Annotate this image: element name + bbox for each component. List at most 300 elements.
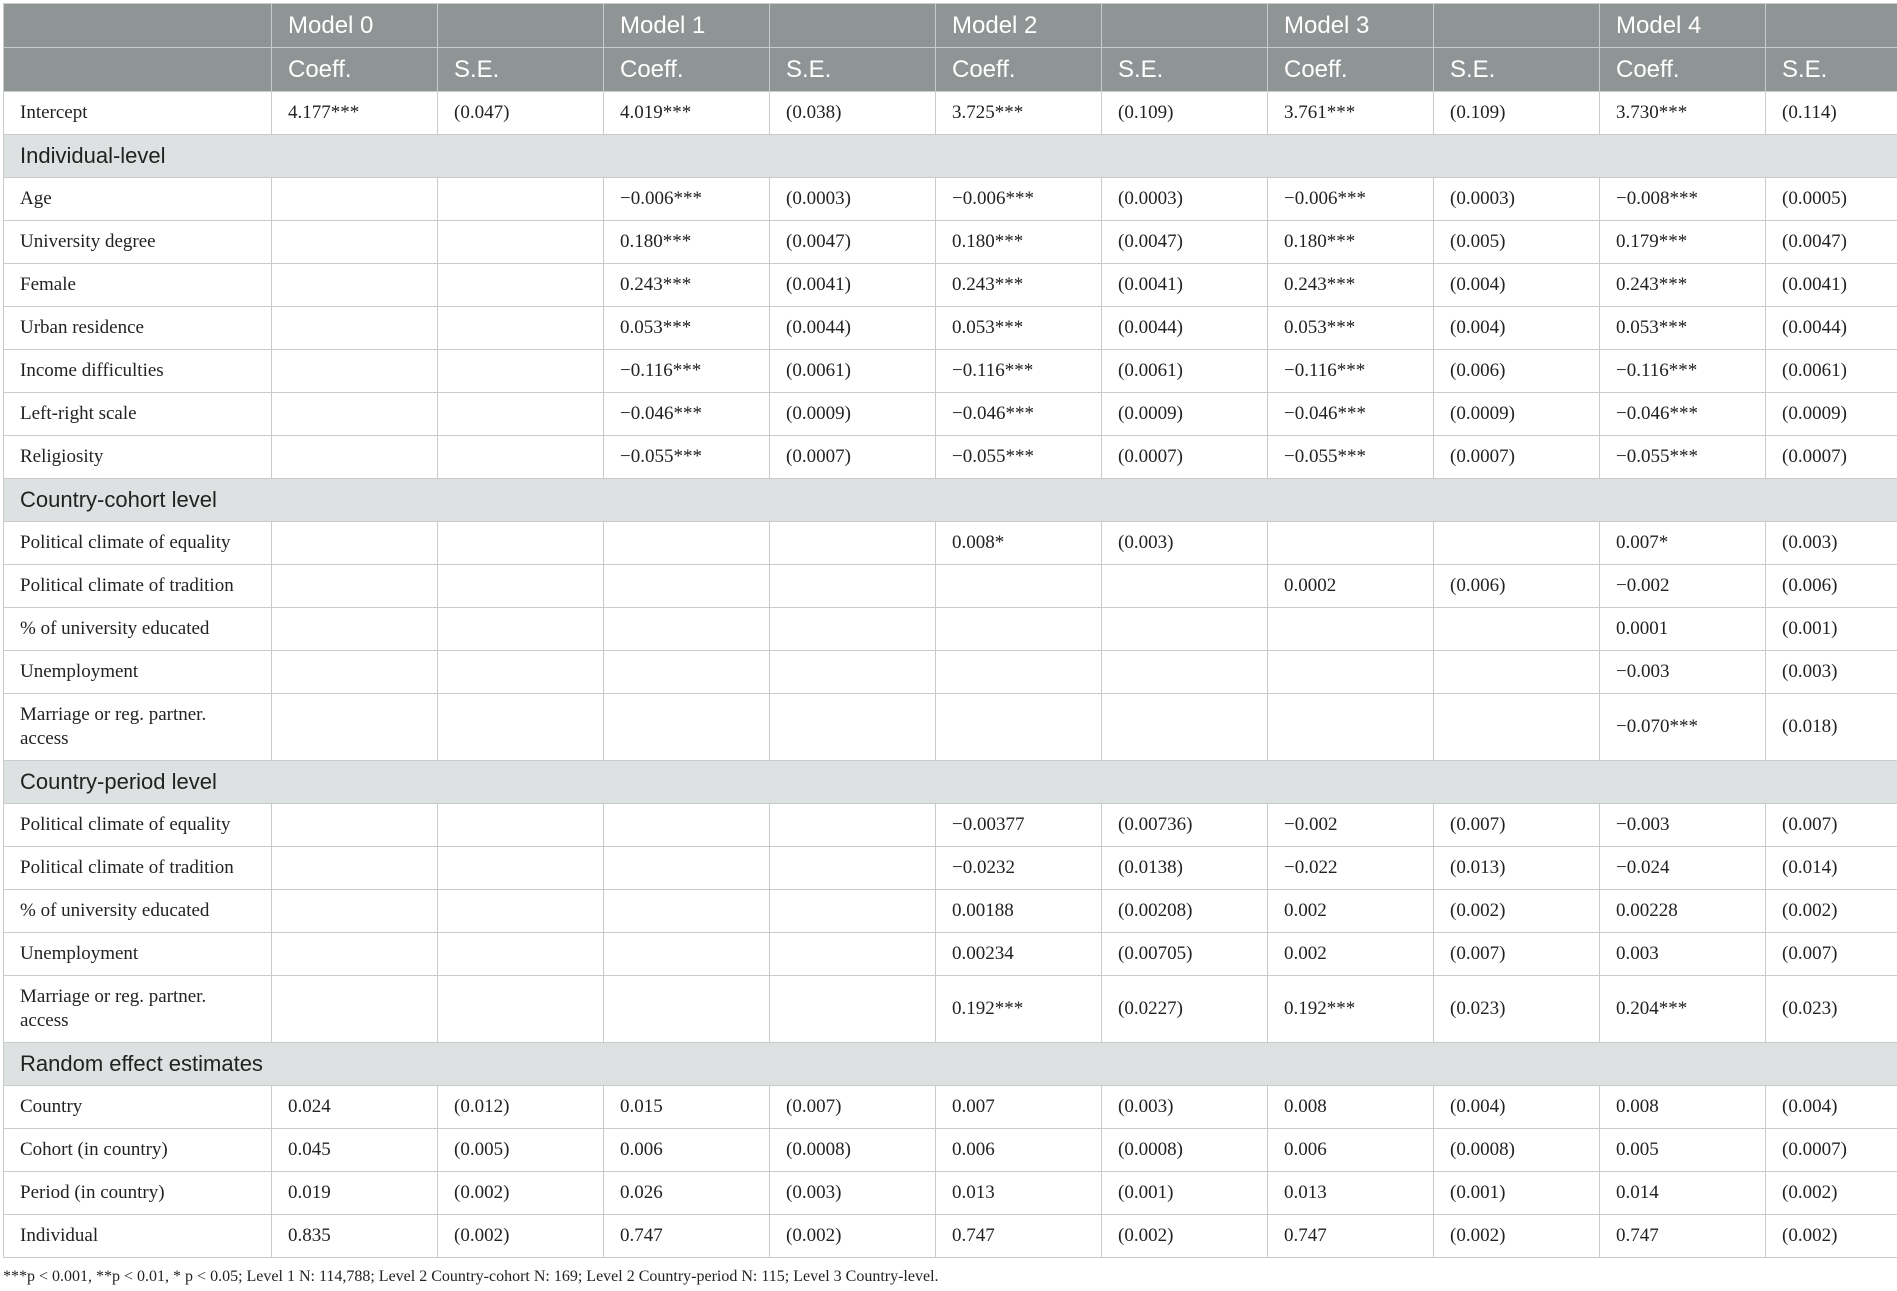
- standard-error-cell: (0.0007): [1766, 1129, 1897, 1172]
- coefficient-cell: [272, 651, 438, 694]
- standard-error-cell: (0.007): [1434, 933, 1600, 976]
- coefficient-cell: 3.730***: [1600, 92, 1766, 135]
- coefficient-cell: [1268, 608, 1434, 651]
- row-label: [4, 307, 272, 350]
- se-header: S.E.: [1434, 48, 1600, 92]
- row-label-text: Left-right scale: [20, 403, 137, 424]
- standard-error-cell: [438, 890, 604, 933]
- standard-error-cell: (0.038): [770, 92, 936, 135]
- row-label-text: Religiosity: [20, 446, 104, 467]
- standard-error-cell: [1102, 651, 1268, 694]
- coefficient-cell: 0.192***: [1268, 976, 1434, 1043]
- coefficient-cell: 0.003: [1600, 933, 1766, 976]
- standard-error-cell: (0.004): [1766, 1086, 1897, 1129]
- row-label-text: Political climate of tradition: [20, 575, 234, 596]
- coefficient-cell: 0.00188: [936, 890, 1102, 933]
- table-row: [4, 608, 1897, 651]
- standard-error-cell: (0.007): [770, 1086, 936, 1129]
- standard-error-cell: [438, 933, 604, 976]
- coefficient-cell: 0.747: [604, 1215, 770, 1258]
- coefficient-cell: 0.008: [1600, 1086, 1766, 1129]
- row-label-text: Individual: [20, 1225, 99, 1246]
- column-header-row: [4, 48, 1897, 92]
- model-4-spacer: [1766, 4, 1897, 48]
- standard-error-cell: (0.018): [1766, 694, 1897, 761]
- standard-error-cell: [438, 522, 604, 565]
- standard-error-cell: (0.003): [1766, 522, 1897, 565]
- row-label-text-line2: access: [20, 1010, 69, 1031]
- standard-error-cell: (0.004): [1434, 307, 1600, 350]
- coefficient-cell: 0.045: [272, 1129, 438, 1172]
- coefficient-cell: [604, 522, 770, 565]
- standard-error-cell: (0.006): [1434, 350, 1600, 393]
- standard-error-cell: (0.114): [1766, 92, 1897, 135]
- coefficient-cell: 0.00234: [936, 933, 1102, 976]
- standard-error-cell: [438, 804, 604, 847]
- row-label: [4, 694, 272, 761]
- table-row: [4, 1215, 1897, 1258]
- se-header: S.E.: [1766, 48, 1897, 92]
- table-row: [4, 264, 1897, 307]
- standard-error-cell: (0.007): [1766, 933, 1897, 976]
- standard-error-cell: [438, 565, 604, 608]
- standard-error-cell: [770, 847, 936, 890]
- table-row: [4, 976, 1897, 1043]
- standard-error-cell: (0.003): [1102, 522, 1268, 565]
- coefficient-cell: 0.008: [1268, 1086, 1434, 1129]
- standard-error-cell: [1434, 522, 1600, 565]
- standard-error-cell: (0.0227): [1102, 976, 1268, 1043]
- table-row: [4, 92, 1897, 135]
- coefficient-cell: −0.0232: [936, 847, 1102, 890]
- coefficient-cell: 0.019: [272, 1172, 438, 1215]
- standard-error-cell: (0.0047): [770, 221, 936, 264]
- table-row: [4, 178, 1897, 221]
- coefficient-cell: 0.006: [604, 1129, 770, 1172]
- table-row: [4, 522, 1897, 565]
- coefficient-cell: [272, 264, 438, 307]
- coefficient-cell: 0.747: [1600, 1215, 1766, 1258]
- coefficient-cell: [1268, 651, 1434, 694]
- table-row: [4, 350, 1897, 393]
- row-label-text: Age: [20, 188, 52, 209]
- model-4-header: Model 4: [1600, 4, 1766, 48]
- row-label-text: University degree: [20, 231, 156, 252]
- standard-error-cell: (0.003): [1102, 1086, 1268, 1129]
- table-row: [4, 565, 1897, 608]
- standard-error-cell: (0.0041): [770, 264, 936, 307]
- coefficient-cell: [936, 651, 1102, 694]
- se-header: S.E.: [438, 48, 604, 92]
- coefficient-cell: [272, 565, 438, 608]
- standard-error-cell: (0.0007): [1102, 436, 1268, 479]
- standard-error-cell: (0.0008): [1434, 1129, 1600, 1172]
- results-table-container: [3, 3, 1894, 1258]
- standard-error-cell: (0.0044): [770, 307, 936, 350]
- table-row: [4, 393, 1897, 436]
- coefficient-cell: [1268, 522, 1434, 565]
- section-title: Individual-level: [4, 135, 1897, 178]
- standard-error-cell: (0.00705): [1102, 933, 1268, 976]
- coefficient-cell: 0.192***: [936, 976, 1102, 1043]
- coefficient-cell: [604, 933, 770, 976]
- standard-error-cell: (0.0061): [1766, 350, 1897, 393]
- standard-error-cell: [1102, 608, 1268, 651]
- row-label: [4, 522, 272, 565]
- model-1-header: Model 1: [604, 4, 770, 48]
- standard-error-cell: (0.006): [1434, 565, 1600, 608]
- coefficient-cell: [272, 847, 438, 890]
- coefficient-cell: [1268, 694, 1434, 761]
- stub-header: [4, 4, 272, 48]
- section-title: Random effect estimates: [4, 1043, 1897, 1086]
- standard-error-cell: (0.001): [1102, 1172, 1268, 1215]
- standard-error-cell: (0.001): [1766, 608, 1897, 651]
- section-header-row: [4, 135, 1897, 178]
- coefficient-cell: −0.116***: [1268, 350, 1434, 393]
- standard-error-cell: (0.109): [1102, 92, 1268, 135]
- coefficient-cell: 0.008*: [936, 522, 1102, 565]
- model-0-header: Model 0: [272, 4, 438, 48]
- coefficient-cell: −0.055***: [604, 436, 770, 479]
- standard-error-cell: (0.007): [1434, 804, 1600, 847]
- standard-error-cell: [770, 694, 936, 761]
- row-label: [4, 804, 272, 847]
- coefficient-cell: −0.022: [1268, 847, 1434, 890]
- standard-error-cell: [438, 221, 604, 264]
- coefficient-cell: [272, 221, 438, 264]
- row-label: [4, 608, 272, 651]
- coefficient-cell: 0.002: [1268, 890, 1434, 933]
- row-label: [4, 221, 272, 264]
- row-label: [4, 976, 272, 1043]
- coefficient-cell: [604, 608, 770, 651]
- coefficient-cell: [604, 804, 770, 847]
- standard-error-cell: (0.109): [1434, 92, 1600, 135]
- table-row: [4, 221, 1897, 264]
- coefficient-cell: −0.046***: [936, 393, 1102, 436]
- row-label: [4, 92, 272, 135]
- standard-error-cell: (0.0007): [1766, 436, 1897, 479]
- coefficient-cell: 0.014: [1600, 1172, 1766, 1215]
- model-3-spacer: [1434, 4, 1600, 48]
- standard-error-cell: (0.002): [1766, 890, 1897, 933]
- coefficient-cell: −0.055***: [1600, 436, 1766, 479]
- row-label-text: % of university educated: [20, 618, 210, 639]
- coefficient-cell: 0.835: [272, 1215, 438, 1258]
- standard-error-cell: (0.007): [1766, 804, 1897, 847]
- row-label-text: Urban residence: [20, 317, 144, 338]
- coefficient-cell: 0.013: [1268, 1172, 1434, 1215]
- coefficient-cell: 0.007: [936, 1086, 1102, 1129]
- table-row: [4, 1129, 1897, 1172]
- coefficient-cell: −0.046***: [1600, 393, 1766, 436]
- coef-header: Coeff.: [1268, 48, 1434, 92]
- row-label-text: Income difficulties: [20, 360, 164, 381]
- standard-error-cell: (0.002): [1766, 1215, 1897, 1258]
- standard-error-cell: (0.0007): [1434, 436, 1600, 479]
- table-row: [4, 890, 1897, 933]
- standard-error-cell: [770, 608, 936, 651]
- coefficient-cell: 0.053***: [1600, 307, 1766, 350]
- coefficient-cell: [272, 890, 438, 933]
- standard-error-cell: (0.005): [438, 1129, 604, 1172]
- standard-error-cell: (0.003): [1766, 651, 1897, 694]
- standard-error-cell: (0.002): [1102, 1215, 1268, 1258]
- table-row: [4, 933, 1897, 976]
- row-label-text: Country: [20, 1096, 83, 1117]
- row-label: [4, 651, 272, 694]
- standard-error-cell: (0.004): [1434, 264, 1600, 307]
- standard-error-cell: [438, 393, 604, 436]
- coefficient-cell: 0.747: [936, 1215, 1102, 1258]
- standard-error-cell: (0.002): [1434, 890, 1600, 933]
- coefficient-cell: 0.204***: [1600, 976, 1766, 1043]
- standard-error-cell: (0.0138): [1102, 847, 1268, 890]
- row-label-text: % of university educated: [20, 900, 210, 921]
- stub-subheader: [4, 48, 272, 92]
- standard-error-cell: (0.002): [438, 1172, 604, 1215]
- standard-error-cell: [1102, 694, 1268, 761]
- standard-error-cell: (0.004): [1434, 1086, 1600, 1129]
- row-label-text: Intercept: [20, 102, 88, 123]
- coefficient-cell: [272, 436, 438, 479]
- coefficient-cell: 0.005: [1600, 1129, 1766, 1172]
- coefficient-cell: −0.116***: [1600, 350, 1766, 393]
- row-label-text: Cohort (in country): [20, 1139, 168, 1160]
- coefficient-cell: [272, 393, 438, 436]
- row-label: [4, 350, 272, 393]
- standard-error-cell: (0.0003): [770, 178, 936, 221]
- table-footnote: ***p < 0.001, **p < 0.01, * p < 0.05; Level 1 N: 114,788; Level 2 Country-cohort N: 169; Level 2 Country-period N: 115; Level 3 Country-level.: [3, 1268, 939, 1285]
- coefficient-cell: 3.725***: [936, 92, 1102, 135]
- standard-error-cell: [438, 307, 604, 350]
- coefficient-cell: 4.177***: [272, 92, 438, 135]
- coefficient-cell: −0.002: [1600, 565, 1766, 608]
- standard-error-cell: [438, 651, 604, 694]
- standard-error-cell: [438, 178, 604, 221]
- coef-header: Coeff.: [604, 48, 770, 92]
- coefficient-cell: −0.055***: [936, 436, 1102, 479]
- standard-error-cell: (0.0003): [1434, 178, 1600, 221]
- model-1-spacer: [770, 4, 936, 48]
- coefficient-cell: [604, 847, 770, 890]
- table-row: [4, 436, 1897, 479]
- coefficient-cell: −0.070***: [1600, 694, 1766, 761]
- standard-error-cell: [438, 436, 604, 479]
- standard-error-cell: (0.047): [438, 92, 604, 135]
- standard-error-cell: (0.002): [1434, 1215, 1600, 1258]
- coefficient-cell: 0.013: [936, 1172, 1102, 1215]
- coefficient-cell: −0.00377: [936, 804, 1102, 847]
- standard-error-cell: [438, 608, 604, 651]
- coef-header: Coeff.: [1600, 48, 1766, 92]
- row-label: [4, 847, 272, 890]
- standard-error-cell: (0.0007): [770, 436, 936, 479]
- row-label-text: Political climate of tradition: [20, 857, 234, 878]
- coefficient-cell: 0.006: [1268, 1129, 1434, 1172]
- standard-error-cell: (0.0009): [1434, 393, 1600, 436]
- coefficient-cell: 0.747: [1268, 1215, 1434, 1258]
- coefficient-cell: [272, 608, 438, 651]
- coefficient-cell: −0.055***: [1268, 436, 1434, 479]
- coefficient-cell: 0.180***: [936, 221, 1102, 264]
- coefficient-cell: 0.00228: [1600, 890, 1766, 933]
- standard-error-cell: (0.005): [1434, 221, 1600, 264]
- standard-error-cell: (0.014): [1766, 847, 1897, 890]
- standard-error-cell: (0.0061): [1102, 350, 1268, 393]
- coefficient-cell: [604, 890, 770, 933]
- coefficient-cell: 0.179***: [1600, 221, 1766, 264]
- coefficient-cell: [272, 178, 438, 221]
- row-label-text: Unemployment: [20, 943, 139, 964]
- coefficient-cell: −0.002: [1268, 804, 1434, 847]
- standard-error-cell: [770, 890, 936, 933]
- standard-error-cell: [770, 565, 936, 608]
- table-row: [4, 694, 1897, 761]
- section-header-row: [4, 761, 1897, 804]
- standard-error-cell: (0.012): [438, 1086, 604, 1129]
- coefficient-cell: [272, 976, 438, 1043]
- coefficient-cell: [604, 694, 770, 761]
- standard-error-cell: (0.0044): [1766, 307, 1897, 350]
- row-label: [4, 565, 272, 608]
- table-row: [4, 1086, 1897, 1129]
- table-row: [4, 804, 1897, 847]
- coefficient-cell: 0.015: [604, 1086, 770, 1129]
- coefficient-cell: −0.024: [1600, 847, 1766, 890]
- coefficient-cell: 0.006: [936, 1129, 1102, 1172]
- row-label: [4, 1086, 272, 1129]
- coefficient-cell: −0.006***: [936, 178, 1102, 221]
- standard-error-cell: (0.0005): [1766, 178, 1897, 221]
- coefficient-cell: 0.053***: [1268, 307, 1434, 350]
- se-header: S.E.: [770, 48, 936, 92]
- coefficient-cell: −0.006***: [604, 178, 770, 221]
- row-label-text: Marriage or reg. partner.: [20, 986, 207, 1007]
- coefficient-cell: [272, 933, 438, 976]
- table-body: [4, 92, 1897, 1258]
- coefficient-cell: 0.053***: [936, 307, 1102, 350]
- model-2-header: Model 2: [936, 4, 1102, 48]
- coefficient-cell: 4.019***: [604, 92, 770, 135]
- model-3-header: Model 3: [1268, 4, 1434, 48]
- coefficient-cell: −0.003: [1600, 651, 1766, 694]
- coefficient-cell: −0.003: [1600, 804, 1766, 847]
- standard-error-cell: (0.0041): [1102, 264, 1268, 307]
- standard-error-cell: (0.0047): [1102, 221, 1268, 264]
- row-label: [4, 436, 272, 479]
- row-label: [4, 1129, 272, 1172]
- coef-header: Coeff.: [936, 48, 1102, 92]
- coefficient-cell: −0.008***: [1600, 178, 1766, 221]
- standard-error-cell: (0.023): [1766, 976, 1897, 1043]
- standard-error-cell: (0.0009): [1102, 393, 1268, 436]
- row-label-text: Female: [20, 274, 76, 295]
- standard-error-cell: (0.002): [1766, 1172, 1897, 1215]
- row-label: [4, 890, 272, 933]
- standard-error-cell: (0.00736): [1102, 804, 1268, 847]
- row-label-text: Political climate of equality: [20, 532, 231, 553]
- coefficient-cell: [272, 350, 438, 393]
- coefficient-cell: [604, 976, 770, 1043]
- coefficient-cell: [936, 694, 1102, 761]
- regression-results-table: [3, 3, 1897, 1258]
- section-header-row: [4, 1043, 1897, 1086]
- row-label-text-line2: access: [20, 728, 69, 749]
- table-row: [4, 1172, 1897, 1215]
- standard-error-cell: [438, 847, 604, 890]
- standard-error-cell: (0.0008): [1102, 1129, 1268, 1172]
- coefficient-cell: 0.243***: [1268, 264, 1434, 307]
- standard-error-cell: [770, 651, 936, 694]
- row-label-text: Unemployment: [20, 661, 139, 682]
- standard-error-cell: [1434, 608, 1600, 651]
- coefficient-cell: −0.046***: [1268, 393, 1434, 436]
- standard-error-cell: (0.00208): [1102, 890, 1268, 933]
- standard-error-cell: (0.023): [1434, 976, 1600, 1043]
- coefficient-cell: [272, 522, 438, 565]
- standard-error-cell: (0.002): [770, 1215, 936, 1258]
- standard-error-cell: (0.0009): [1766, 393, 1897, 436]
- coefficient-cell: −0.116***: [604, 350, 770, 393]
- coefficient-cell: 0.002: [1268, 933, 1434, 976]
- coefficient-cell: [272, 804, 438, 847]
- se-header: S.E.: [1102, 48, 1268, 92]
- standard-error-cell: (0.0009): [770, 393, 936, 436]
- coefficient-cell: 0.024: [272, 1086, 438, 1129]
- table-row: [4, 847, 1897, 890]
- coefficient-cell: [936, 608, 1102, 651]
- coefficient-cell: 0.180***: [1268, 221, 1434, 264]
- standard-error-cell: (0.002): [438, 1215, 604, 1258]
- coefficient-cell: 0.053***: [604, 307, 770, 350]
- standard-error-cell: [1434, 694, 1600, 761]
- coefficient-cell: [272, 307, 438, 350]
- standard-error-cell: (0.0044): [1102, 307, 1268, 350]
- model-header-row: [4, 4, 1897, 48]
- coefficient-cell: −0.046***: [604, 393, 770, 436]
- coefficient-cell: [604, 565, 770, 608]
- standard-error-cell: [770, 976, 936, 1043]
- coefficient-cell: [604, 651, 770, 694]
- model-0-spacer: [438, 4, 604, 48]
- section-title: Country-period level: [4, 761, 1897, 804]
- standard-error-cell: (0.0041): [1766, 264, 1897, 307]
- row-label: [4, 178, 272, 221]
- coefficient-cell: 0.180***: [604, 221, 770, 264]
- model-2-spacer: [1102, 4, 1268, 48]
- coefficient-cell: [272, 694, 438, 761]
- coefficient-cell: 0.243***: [604, 264, 770, 307]
- row-label: [4, 393, 272, 436]
- table-row: [4, 651, 1897, 694]
- standard-error-cell: (0.006): [1766, 565, 1897, 608]
- row-label-text: Political climate of equality: [20, 814, 231, 835]
- standard-error-cell: (0.001): [1434, 1172, 1600, 1215]
- row-label: [4, 933, 272, 976]
- coefficient-cell: 0.026: [604, 1172, 770, 1215]
- coef-header: Coeff.: [272, 48, 438, 92]
- standard-error-cell: [438, 976, 604, 1043]
- standard-error-cell: (0.013): [1434, 847, 1600, 890]
- standard-error-cell: [770, 804, 936, 847]
- coefficient-cell: 0.0002: [1268, 565, 1434, 608]
- coefficient-cell: 3.761***: [1268, 92, 1434, 135]
- coefficient-cell: 0.0001: [1600, 608, 1766, 651]
- standard-error-cell: (0.0061): [770, 350, 936, 393]
- standard-error-cell: [438, 350, 604, 393]
